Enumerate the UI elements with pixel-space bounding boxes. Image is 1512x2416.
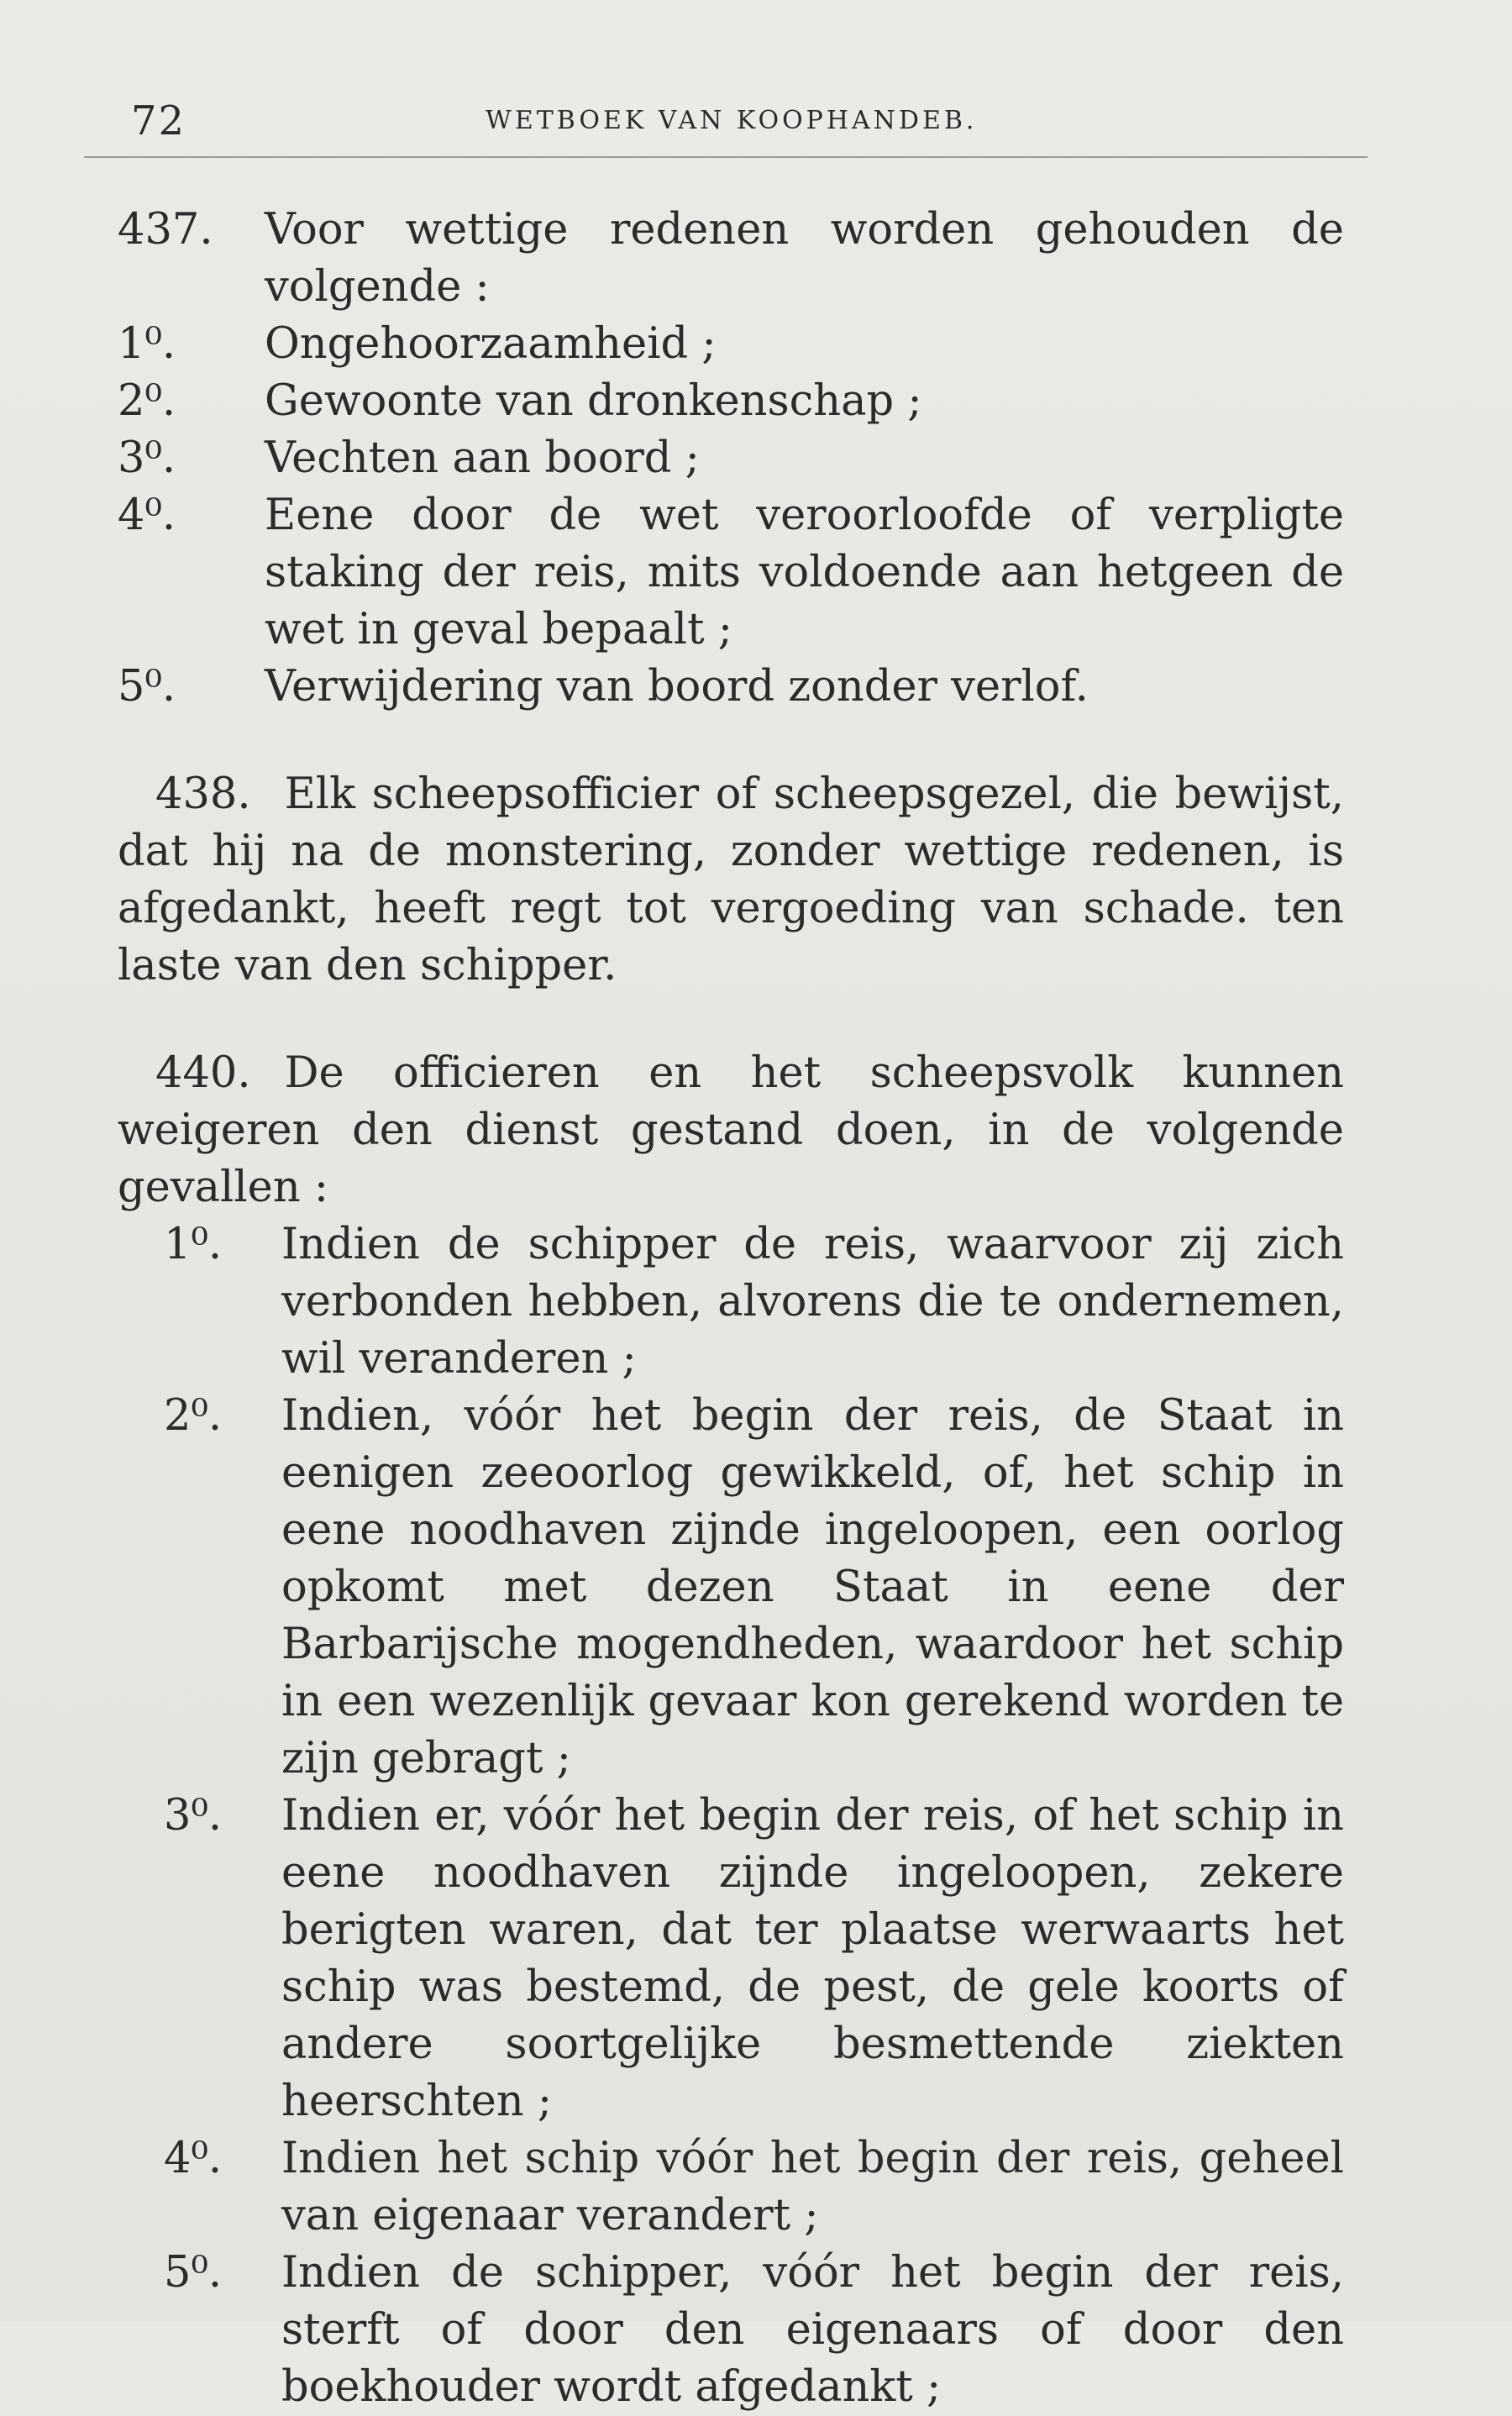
header-rule [84,156,1368,158]
item-number: 4⁰. [118,491,176,540]
item-number: 3⁰. [164,1791,223,1841]
article-440 [118,1045,1344,2416]
article-437 [118,202,1344,716]
item-number: 5⁰. [164,2248,223,2298]
item-number: 1⁰. [164,1220,223,1269]
running-head: WETBOEK VAN KOOPHANDEB. [486,106,978,135]
item-text: Indien de schipper, vóór het begin der reis, sterft of door den eigenaars of door den boekhouder wordt afgedankt ; [281,2248,1344,2412]
article-gap [118,716,1344,766]
page-header [84,91,1368,158]
list-item [118,2130,1344,2245]
list-item [118,1216,1344,1388]
article-number: 440. [155,1048,251,1098]
item-text: Indien het schip vóór het begin der reis, geheel van eigenaar verandert ; [281,2134,1344,2240]
item-number: 3⁰. [118,433,176,483]
item-number: 2⁰. [164,1391,223,1441]
article-paragraph [118,766,1344,995]
item-text: Indien er, vóór het begin der reis, of het schip in eene noodhaven zijnde ingeloopen, zekere berigten waren, dat ter plaatse werwaarts het schip was bestemd, de pest, de gele koorts of andere soortgelijke besmettende ziekten heerschten ; [281,1791,1344,2126]
list-item [118,1388,1344,1788]
list-item [118,373,1344,430]
article-intro-text: Voor wettige redenen worden gehouden de volgende : [265,205,1344,312]
article-gap [118,995,1344,1045]
list-item [118,1788,1344,2130]
page-body [118,202,1344,2416]
article-number: 438. [155,769,251,819]
list-item [118,430,1344,487]
article-text: Elk scheepsofficier of scheepsgezel, die bewijst, dat hij na de monstering, zonder wettige redenen, is afgedankt, heeft regt tot vergoeding van schade. ten laste van den schipper. [118,769,1344,990]
item-text: Ongehoorzaamheid ; [265,319,717,369]
item-text: Gewoonte van dronkenschap ; [265,376,922,426]
item-text: Indien de schipper de reis, waarvoor zij zich verbonden hebben, alvorens die te ondernemen, wil veranderen ; [281,1220,1344,1384]
list-item [118,2245,1344,2416]
list-item [118,487,1344,659]
page-number: 72 [131,97,186,144]
item-text: Indien, vóór het begin der reis, de Staat in eenigen zeeoorlog gewikkeld, of, het schip in eene noodhaven zijnde ingeloopen, een oorlog opkomt met dezen Staat in eene der Barbarijsche mogendheden, waardoor het schip in een wezenlijk gevaar kon gerekend worden te zijn gebragt ; [281,1391,1344,1783]
list-item [118,659,1344,716]
item-text: Eene door de wet veroorloofde of verpligte staking der reis, mits voldoende aan hetgeen de wet in geval bepaalt ; [265,491,1344,654]
item-number: 1⁰. [118,319,176,369]
article-438 [118,766,1344,995]
article-number: 437. [118,205,213,255]
article-paragraph [118,1045,1344,1216]
article-intro [118,202,1344,316]
item-text: Verwijdering van boord zonder verlof. [265,662,1089,712]
item-number: 4⁰. [164,2134,223,2183]
item-number: 2⁰. [118,376,176,426]
article-text: De officieren en het scheepsvolk kunnen weigeren den dienst gestand doen, in de volgende gevallen : [118,1048,1344,1212]
item-text: Vechten aan boord ; [265,433,700,483]
item-number: 5⁰. [118,662,176,712]
list-item [118,316,1344,373]
